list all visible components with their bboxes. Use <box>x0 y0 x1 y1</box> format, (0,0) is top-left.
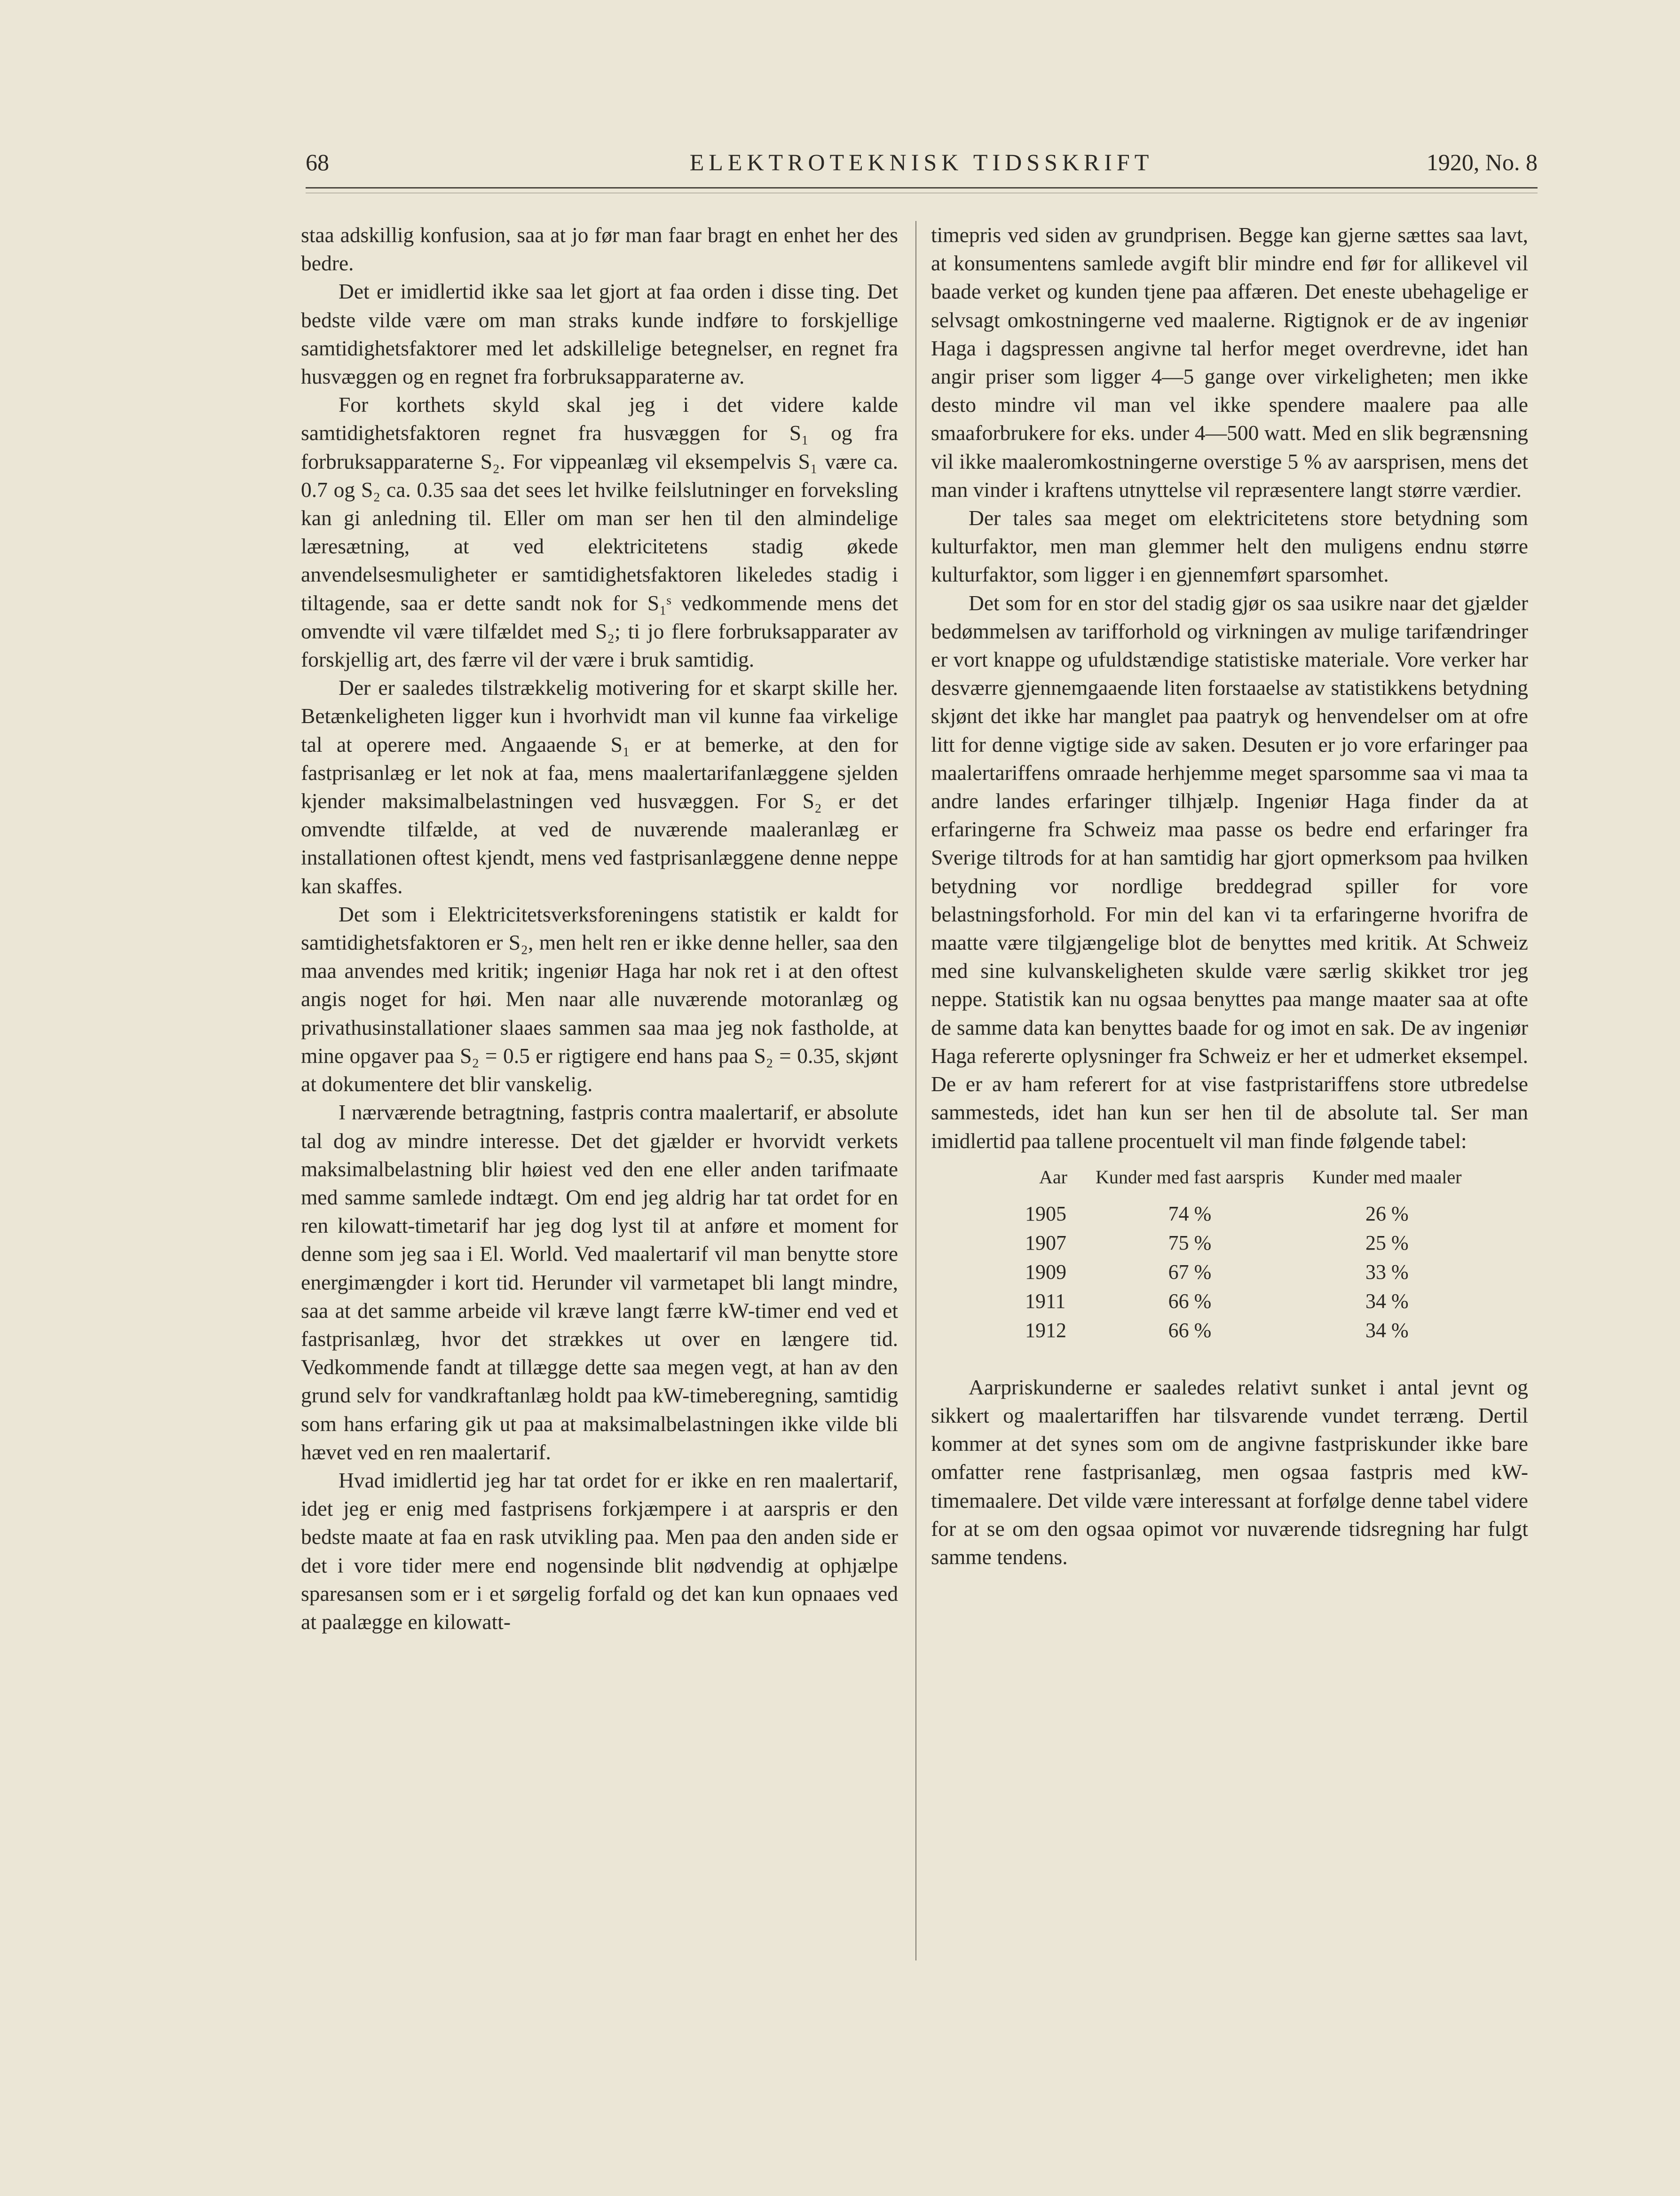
cell-fixed: 67 % <box>1168 1260 1212 1283</box>
paragraph: Der tales saa meget om elektricitetens store betydning som kulturfaktor, men man glemmer helt den muligens endnu større kulturfaktor, som ligger i en gjennemført sparsomhet. <box>931 506 1528 587</box>
paragraph: timepris ved siden av grundprisen. Begge kan gjerne sættes saa lavt, at konsumentens samlede avgift blir mindre end før for allikevel vil baade verket og kunden tjene paa affæren. Det eneste ubehagelige er selvsagt omkostningerne ved maalerne. Rigtignok er de av ingeniør Haga i dagspressen angivne tal herfor meget overdrevne, idet han angir priser som ligger 4—5 gange over virkeligheten; men ikke desto mindre vil man vel ikke spendere maalere paa alle smaaforbrukere for eks. under 4—500 watt. Med en slik begrænsning vil ikke maaleromkostningerne overstige 5 % av aarsprisen, mens det man vinder i kraftens utnyttelse vil repræsentere langt større værdier. <box>931 223 1528 502</box>
cell-fixed: 75 % <box>1168 1231 1212 1254</box>
cell-meter: 26 % <box>1365 1202 1409 1225</box>
cell-fixed: 66 % <box>1168 1318 1212 1342</box>
cell-year: 1911 <box>1025 1289 1066 1313</box>
table-row <box>1025 1199 1476 1228</box>
cell-year: 1905 <box>1025 1202 1066 1225</box>
cell-meter: 34 % <box>1365 1318 1409 1342</box>
paragraph: Aarpriskunderne er saaledes relativt sunket i antal jevnt og sikkert og maalertariffen har tilsvarende vundet terræng. Dertil kommer at det synes som om de angivne fastpriskunder ikke bare omfatter rene fastprisanlæg, men ogsaa fastpris med kW-timemaalere. Det vilde være interessant at forfølge denne tabel videre for at se om den ogsaa opimot vor nuværende tidsregning har fulgt samme tendens. <box>931 1375 1528 1569</box>
header-rule <box>306 187 1538 189</box>
paragraph: For korthets skyld skal jeg i det videre kalde samtidighetsfaktoren regnet fra husvæggen for S₁ og fra forbruksapparaterne S₂. For vippeanlæg vil eksempelvis S₁ være ca. 0.7 og S₂ ca. 0.35 saa det sees let hvilke feilslutninger en forveksling kan gi anledning til. Eller om man ser hen til den almindelige læresætning, at ved elektricitetens stadig økede anvendelsesmuligheter er samtidighetsfaktoren likeledes stadig i tiltagende, saa er dette sandt nok for S₁ˢ vedkommende mens det omvendte vil være tilfældet med S₂; ti jo flere forbruksapparater av forskjellig art, des færre vil der være i bruk samtidig. <box>301 393 898 672</box>
table-header-row <box>1025 1165 1476 1199</box>
column-divider <box>915 221 916 1960</box>
cell-year: 1909 <box>1025 1260 1066 1283</box>
cell-meter: 33 % <box>1365 1260 1409 1283</box>
right-column <box>931 221 1528 1571</box>
cell-meter: 34 % <box>1365 1289 1409 1313</box>
page-number: 68 <box>306 149 329 175</box>
table-row <box>1025 1228 1476 1258</box>
cell-meter: 25 % <box>1365 1231 1409 1254</box>
paragraph: staa adskillig konfusion, saa at jo før man faar bragt en enhet her des bedre. <box>301 223 898 275</box>
customer-table <box>1025 1165 1476 1345</box>
journal-title: ELEKTROTEKNISK TIDSSKRIFT <box>689 149 1154 175</box>
cell-year: 1912 <box>1025 1318 1066 1342</box>
paragraph: Det som for en stor del stadig gjør os saa usikre naar det gjælder bedømmelsen av tarifforhold og virkningen av mulige tarifændringer er vort knappe og ufuldstændige statistiske materiale. Vore verker har desværre gjennemgaaende liten forstaaelse av statistikkens betydning skjønt det ikke har manglet paa paatryk og henvendelser om at ofre litt for denne vigtige side av saken. Desuten er jo vore erfaringer paa maalertariffens omraade herhjemme meget sparsomme saa vi maa ta andre landes erfaringer tilhjælp. Ingeniør Haga finder da at erfaringerne fra Schweiz maa passe os bedre end erfaringer fra Sverige tiltrods for at han samtidig har gjort opmerksom paa hvilken betydning vor nordlige breddegrad spiller for vore belastningsforhold. For min del kan vi ta erfaringerne hvorifra de maatte være tilgjængelige blot de benyttes med kritik. At Schweiz med sine kulvanskeligheten skulde være særlig skikket tror jeg neppe. Statistik kan nu ogsaa benyttes paa mange maater saa at ofte de samme data kan benyttes baade for og imot en sak. De av ingeniør Haga refererte oplysninger fra Schweiz er her et udmerket eksempel. De er av ham referert for at vise fastpristariffens store utbredelse sammesteds, idet han kun ser hen til de absolute tal. Ser man imidlertid paa tallene procentuelt vil man finde følgende tabel: <box>931 590 1528 1153</box>
column-header-meter: Kunder med maaler <box>1312 1166 1462 1188</box>
cell-fixed: 74 % <box>1168 1202 1212 1225</box>
page-header <box>306 146 1538 179</box>
paragraph: Hvad imidlertid jeg har tat ordet for er ikke en ren maalertarif, idet jeg er enig med fastprisens forkjæmpere i at aarspris er den bedste maate at faa en rask utvikling paa. Men paa den anden side er det i vore tider mere end nogensinde blit nødvendig at ophjælpe sparesansen som er i et sørgelig forfald og det kan kun opnaaes ved at paalægge en kilowatt- <box>301 1468 898 1634</box>
table-row <box>1025 1287 1476 1316</box>
paragraph: Der er saaledes tilstrækkelig motivering for et skarpt skille her. Betænkeligheten ligger kun i hvorhvidt man vil kunne faa virkelige tal at operere med. Angaaende S₁ er at bemerke, at den for fastprisanlæg er let nok at faa, mens maalertarifanlæggene sjelden kjender maksimalbelastningen ved husvæggen. For S₂ er det omvendte tilfælde, at ved de nuværende maaleranlæg er installationen oftest kjendt, mens ved fastprisanlæggene denne neppe kan skaffes. <box>301 676 898 898</box>
cell-fixed: 66 % <box>1168 1289 1212 1313</box>
column-header-year: Aar <box>1039 1166 1067 1188</box>
issue-label: 1920, No. 8 <box>1426 149 1538 175</box>
table-row <box>1025 1316 1476 1345</box>
paragraph: I nærværende betragtning, fastpris contra maalertarif, er absolute tal dog av mindre interesse. Det det gjælder er hvorvidt verkets maksimalbelastning blir høiest ved den ene eller anden tarifmaate med samme samlede indtægt. Om end jeg aldrig har tat ordet for en ren kilowatt-timetarif har jeg dog lyst til at anføre et moment for denne som jeg saa i El. World. Ved maalertarif vil man benytte store energimængder i kort tid. Herunder vil varmetapet bli langt mindre, saa at det samme arbeide vil kræve langt færre kW-timer end ved et fastprisanlæg, hvor det strækkes ut over en længere tid. Vedkommende fandt at tillægge dette saa megen vegt, at han av den grund selv for vandkraftanlæg holdt paa kW-timeberegning, samtidig som hans erfaring gik ut paa at maksimalbelastningen ikke vilde bli hævet ved en ren maalertarif. <box>301 1100 898 1464</box>
paragraph: Det som i Elektricitetsverksforeningens statistik er kaldt for samtidighetsfaktoren er S₂, men helt ren er ikke denne heller, saa den maa anvendes med kritik; ingeniør Haga har nok ret i at den oftest angis noget for høi. Men naar alle nuværende motoranlæg og privathusinstallationer slaaes sammen saa maa jeg nok fastholde, at mine opgaver paa S₂ = 0.5 er rigtigere end hans paa S₂ = 0.35, skjønt at dokumentere det blir vanskelig. <box>301 902 898 1096</box>
cell-year: 1907 <box>1025 1231 1066 1254</box>
paragraph: Det er imidlertid ikke saa let gjort at faa orden i disse ting. Det bedste vilde være om man straks kunde indføre to forskjellige samtidighetsfaktorer med let adskillelige betegnelser, en regnet fra husvæggen og en regnet fra forbruksapparaterne av. <box>301 279 898 389</box>
table-row <box>1025 1258 1476 1287</box>
left-column <box>301 221 898 1636</box>
column-header-fixed: Kunder med fast aarspris <box>1095 1166 1284 1188</box>
